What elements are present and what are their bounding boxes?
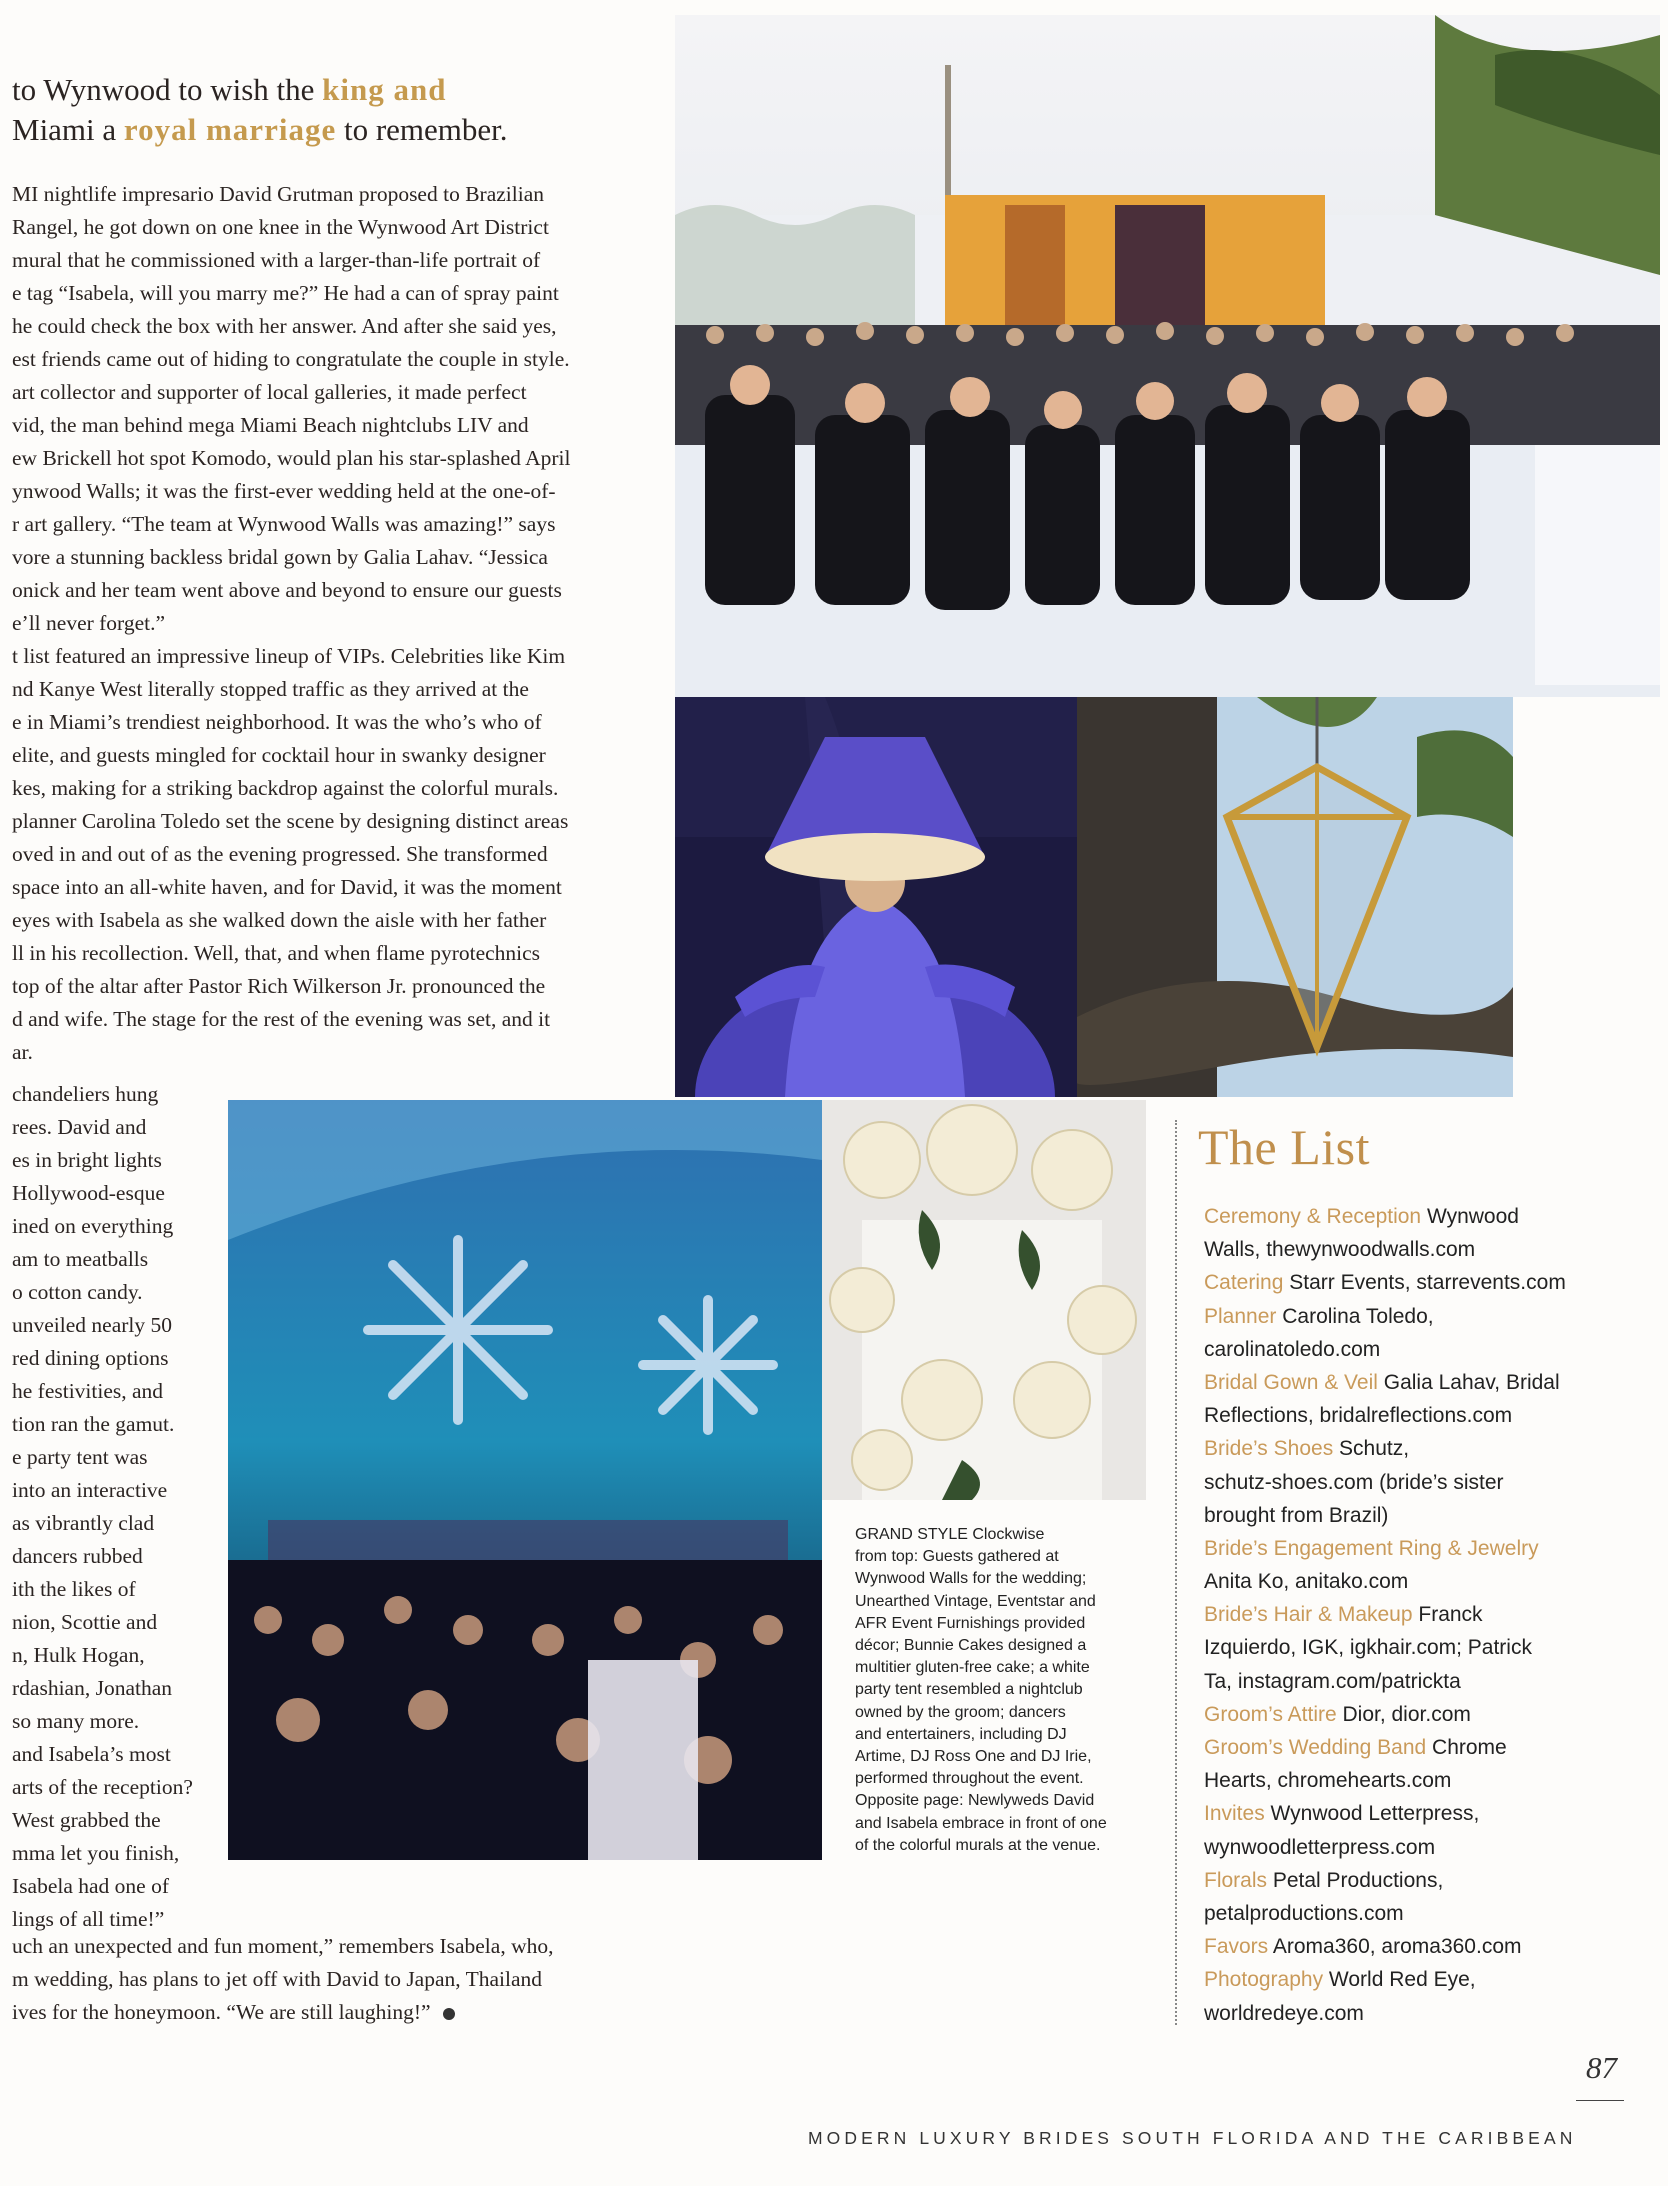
list-vendor: worldredeye.com — [1204, 2001, 1364, 2025]
lantern-tree-photo — [1077, 697, 1513, 1097]
list-vendor: Hearts, chromehearts.com — [1204, 1769, 1452, 1793]
list-category: Catering — [1204, 1271, 1284, 1295]
intro-highlight: royal marriage — [123, 112, 337, 147]
list-item — [1204, 1565, 1624, 1598]
list-vendor: Franck — [1412, 1603, 1483, 1627]
article-line: e’ll never forget.” — [12, 611, 166, 635]
article-line: planner Carolina Toledo set the scene by designing distinct areas — [12, 809, 569, 833]
article-line: ew Brickell hot spot Komodo, would plan his star-splashed April — [12, 446, 571, 470]
list-vendor: Wynwood Letterpress, — [1264, 1802, 1480, 1826]
list-item — [1204, 1731, 1624, 1764]
article-line: as vibrantly clad — [12, 1511, 155, 1535]
list-vendor: carolinatoledo.com — [1204, 1337, 1381, 1361]
article-line: red dining options — [12, 1346, 169, 1370]
article-line: dancers rubbed — [12, 1544, 143, 1568]
article-line: m wedding, has plans to jet off with David to Japan, Thailand — [12, 1967, 543, 1991]
list-item — [1204, 1665, 1624, 1698]
article-column-2 — [12, 1078, 196, 1936]
article-line: es in bright lights — [12, 1148, 162, 1172]
article-line: est friends came out of hiding to congratulate the couple in style. — [12, 347, 570, 371]
article-line: vore a stunning backless bridal gown by Galia Lahav. “Jessica — [12, 545, 548, 569]
list-item — [1204, 1200, 1624, 1233]
list-item — [1204, 1897, 1624, 1930]
page-number-rule — [1576, 2100, 1624, 2101]
article-line: rees. David and — [12, 1115, 147, 1139]
caption-line: GRAND STYLE Clockwise — [855, 1526, 1045, 1543]
list-item — [1204, 1333, 1624, 1366]
list-vendor: Reflections, bridalreflections.com — [1204, 1404, 1513, 1428]
list-vendor: Starr Events, starrevents.com — [1283, 1271, 1566, 1295]
list-item — [1204, 1598, 1624, 1631]
list-vendor: schutz-shoes.com (bride’s sister — [1204, 1470, 1504, 1494]
list-item — [1204, 1366, 1624, 1399]
list-vendor: Izquierdo, IGK, igkhair.com; Patrick — [1204, 1636, 1532, 1660]
caption-line: from top: Guests gathered at — [855, 1548, 1059, 1566]
list-vendor: Petal Productions, — [1267, 1868, 1444, 1892]
list-category: Groom’s Attire — [1204, 1702, 1337, 1726]
ceremony-guests-photo — [675, 15, 1660, 697]
list-category: Florals — [1204, 1868, 1268, 1892]
list-vendor: World Red Eye, — [1323, 1968, 1476, 1992]
list-item — [1204, 1499, 1624, 1532]
article-line: and Isabela’s most — [12, 1742, 171, 1766]
article-line: nion, Scottie and — [12, 1610, 158, 1634]
article-line: d and wife. The stage for the rest of the evening was set, and it — [12, 1007, 551, 1031]
list-category: Bride’s Shoes — [1204, 1437, 1334, 1461]
list-vendor: Dior, dior.com — [1336, 1702, 1471, 1726]
article-line: elite, and guests mingled for cocktail hour in swanky designer — [12, 743, 546, 767]
list-vendor: Schutz, — [1333, 1437, 1410, 1461]
list-item — [1204, 1399, 1624, 1432]
list-category: Favors — [1204, 1935, 1269, 1959]
article-line: West grabbed the — [12, 1808, 161, 1832]
caption-line: multitier gluten-free cake; a white — [855, 1659, 1090, 1677]
lamp-dancer-photo — [675, 697, 1077, 1097]
list-vendor: Chrome — [1426, 1736, 1507, 1759]
article-line: e party tent was — [12, 1445, 148, 1469]
article-line: art collector and supporter of local galleries, it made perfect — [12, 380, 527, 404]
photo-caption — [855, 1524, 1155, 1857]
caption-line: owned by the groom; dancers — [855, 1703, 1066, 1721]
article-line: Isabela had one of — [12, 1874, 169, 1898]
caption-line: and entertainers, including DJ — [855, 1725, 1067, 1743]
article-line: ith the likes of — [12, 1577, 136, 1601]
list-category: Invites — [1204, 1802, 1265, 1826]
list-item — [1204, 1930, 1624, 1963]
caption-line: and Isabela embrace in front of one — [855, 1814, 1107, 1832]
list-category: Photography — [1204, 1968, 1324, 1992]
list-category: Ceremony & Reception — [1204, 1205, 1422, 1228]
article-line: onick and her team went above and beyond to ensure our guests — [12, 578, 562, 602]
publication-footer: MODERN LUXURY BRIDES SOUTH FLORIDA AND THE CARIBBEAN — [808, 2128, 1577, 2148]
caption-line: AFR Event Furnishings provided — [855, 1614, 1086, 1632]
list-vendor: Ta, instagram.com/patrickta — [1204, 1669, 1461, 1693]
list-item — [1204, 1532, 1624, 1565]
article-line: r art gallery. “The team at Wynwood Walls was amazing!” says — [12, 512, 556, 536]
article-line: top of the altar after Pastor Rich Wilkerson Jr. pronounced the — [12, 974, 546, 998]
page-number: 87 — [1586, 2050, 1617, 2085]
article-line: arts of the reception? — [12, 1775, 193, 1799]
article-line: kes, making for a striking backdrop against the colorful murals. — [12, 776, 559, 800]
list-category: Groom’s Wedding Band — [1204, 1736, 1427, 1759]
article-end-mark-icon — [443, 2008, 455, 2020]
intro-headline — [12, 70, 652, 150]
caption-line: party tent resembled a nightclub — [855, 1681, 1083, 1699]
article-line: oved in and out of as the evening progressed. She transformed — [12, 842, 548, 866]
article-line: t list featured an impressive lineup of VIPs. Celebrities like Kim — [12, 644, 566, 668]
article-line: space into an all-white haven, and for David, it was the moment — [12, 875, 562, 899]
article-line: e in Miami’s trendiest neighborhood. It was the who’s who of — [12, 710, 542, 734]
article-line: uch an unexpected and fun moment,” remembers Isabela, who, — [12, 1934, 554, 1958]
caption-line: Wynwood Walls for the wedding; — [855, 1570, 1087, 1588]
article-line: am to meatballs — [12, 1247, 149, 1271]
wedding-cake-photo — [822, 1100, 1146, 1500]
list-vendor: Walls, thewynwoodwalls.com — [1204, 1238, 1476, 1262]
caption-line: Artime, DJ Ross One and DJ Irie, — [855, 1748, 1092, 1766]
list-category: Bride’s Engagement Ring & Jewelry — [1204, 1536, 1539, 1560]
list-vendor: Wynwood — [1421, 1205, 1519, 1228]
list-vendor: Galia Lahav, Bridal — [1377, 1370, 1560, 1394]
list-item — [1204, 1266, 1624, 1299]
caption-line: Opposite page: Newlyweds David — [855, 1792, 1095, 1810]
article-line: mma let you finish, — [12, 1841, 180, 1865]
caption-line: of the colorful murals at the venue. — [855, 1836, 1101, 1854]
article-column-3 — [12, 1930, 632, 2029]
article-line: eyes with Isabela as she walked down the aisle with her father — [12, 908, 547, 932]
article-line: he could check the box with her answer. And after she said yes, — [12, 314, 557, 338]
article-line: MI nightlife impresario David Grutman proposed to Brazilian — [12, 182, 544, 206]
list-category: Planner — [1204, 1304, 1277, 1328]
article-line: n, Hulk Hogan, — [12, 1643, 145, 1667]
list-item — [1204, 1764, 1624, 1797]
vendor-list — [1204, 1200, 1624, 2030]
intro-highlight: king and — [322, 72, 447, 107]
article-column-1 — [12, 178, 624, 1069]
article-line: ives for the honeymoon. “We are still laughing!” — [12, 1996, 632, 2029]
list-item — [1204, 1233, 1624, 1266]
article-line: chandeliers hung — [12, 1082, 159, 1106]
article-line: o cotton candy. — [12, 1280, 143, 1304]
list-item — [1204, 1466, 1624, 1499]
list-category: Bride’s Hair & Makeup — [1204, 1603, 1413, 1627]
article-line: ar. — [12, 1040, 33, 1064]
article-line: e tag “Isabela, will you marry me?” He had a can of spray paint — [12, 281, 559, 305]
list-item — [1204, 1300, 1624, 1333]
list-vendor: brought from Brazil) — [1204, 1503, 1389, 1527]
list-vendor: Carolina Toledo, — [1276, 1304, 1434, 1328]
list-item — [1204, 1698, 1624, 1731]
article-line: lings of all time!” — [12, 1907, 165, 1931]
article-line: tion ran the gamut. — [12, 1412, 175, 1436]
list-vendor: Aroma360, aroma360.com — [1268, 1935, 1522, 1959]
article-line: ll in his recollection. Well, that, and when flame pyrotechnics — [12, 941, 541, 965]
article-line: ined on everything — [12, 1214, 174, 1238]
caption-line: Unearthed Vintage, Eventstar and — [855, 1592, 1096, 1610]
article-line: rdashian, Jonathan — [12, 1676, 173, 1700]
list-vendor: Anita Ko, anitako.com — [1204, 1570, 1409, 1594]
article-line: Hollywood-esque — [12, 1181, 165, 1205]
intro-text: Miami a — [12, 112, 124, 147]
intro-line-1 — [12, 70, 652, 110]
article-line: so many more. — [12, 1709, 140, 1733]
caption-line: décor; Bunnie Cakes designed a — [855, 1637, 1087, 1655]
list-item — [1204, 1797, 1624, 1830]
list-item — [1204, 1963, 1624, 1996]
article-line: vid, the man behind mega Miami Beach nightclubs LIV and — [12, 413, 529, 437]
list-divider — [1175, 1120, 1177, 2025]
article-line: he festivities, and — [12, 1379, 164, 1403]
list-item — [1204, 1864, 1624, 1897]
party-tent-photo — [228, 1100, 822, 1860]
caption-line: performed throughout the event. — [855, 1770, 1084, 1788]
article-line: mural that he commissioned with a larger-than-life portrait of — [12, 248, 541, 272]
list-vendor: wynwoodletterpress.com — [1204, 1835, 1436, 1859]
intro-text: to Wynwood to wish the — [12, 72, 323, 107]
list-item — [1204, 1432, 1624, 1465]
article-line: Rangel, he got down on one knee in the Wynwood Art District — [12, 215, 549, 239]
article-line: unveiled nearly 50 — [12, 1313, 173, 1337]
intro-line-2 — [12, 110, 652, 150]
list-item — [1204, 1997, 1624, 2030]
article-line: into an interactive — [12, 1478, 168, 1502]
intro-text: to remember. — [336, 112, 508, 147]
list-vendor: petalproductions.com — [1204, 1901, 1404, 1925]
article-line: ynwood Walls; it was the first-ever wedding held at the one-of- — [12, 479, 556, 503]
article-line: nd Kanye West literally stopped traffic as they arrived at the — [12, 677, 529, 701]
list-item — [1204, 1831, 1624, 1864]
list-title: The List — [1198, 1119, 1371, 1175]
list-item — [1204, 1631, 1624, 1664]
list-category: Bridal Gown & Veil — [1204, 1370, 1378, 1394]
